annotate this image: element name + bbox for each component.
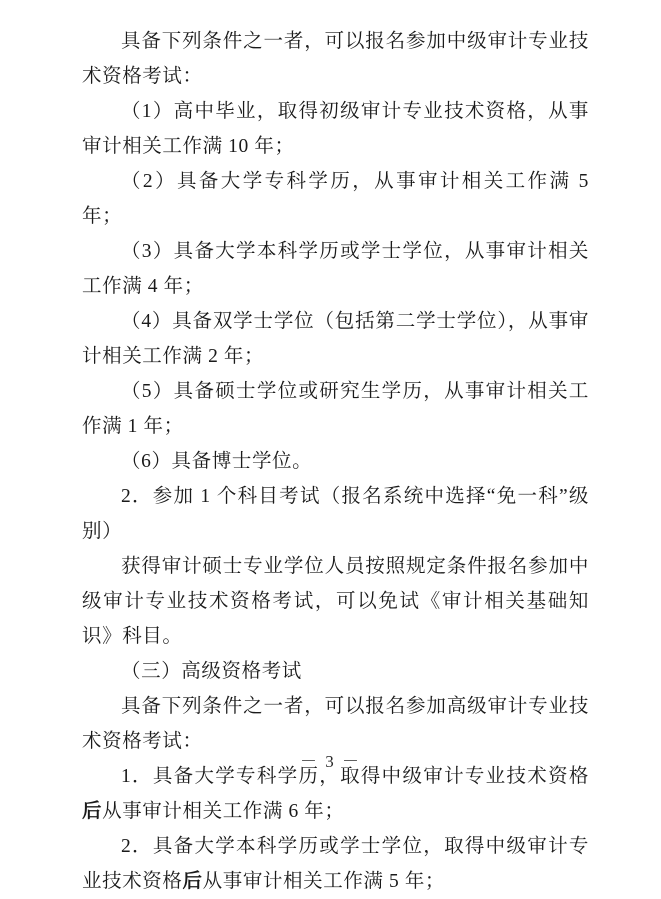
senior-condition-1-part-b: 从事审计相关工作满 6 年； (102, 801, 345, 822)
senior-condition-1-emphasis: 后 (82, 801, 103, 822)
senior-condition-2-emphasis: 后 (182, 871, 203, 892)
paragraph-condition-6: （6）具备博士学位。 (121, 451, 313, 472)
paragraph-intro-senior: 具备下列条件之一者，可以报名参加高级审计专业技术资格考试： (82, 696, 589, 752)
paragraph-master-exemption: 获得审计硕士专业学位人员按照规定条件报名参加中级审计专业技术资格考试，可以免试《审计相关基础知识》科目。 (82, 556, 589, 647)
paragraph-senior-condition-2 (82, 829, 589, 899)
paragraph-intro-intermediate: 具备下列条件之一者，可以报名参加中级审计专业技术资格考试： (82, 31, 589, 87)
page-number: － 3 － (300, 752, 361, 771)
paragraph-condition-3: （3）具备大学本科学历或学士学位，从事审计相关工作满 4 年； (82, 241, 589, 297)
paragraph-condition-1: （1）高中毕业，取得初级审计专业技术资格，从事审计相关工作满 10 年； (82, 101, 589, 157)
senior-condition-2-part-a: 2．具备大学本科学历或学士学位，取得中级审计专业技术资格 (82, 836, 589, 892)
senior-condition-1-part-a: 1．具备大学专科学历，取得中级审计专业技术资格 (121, 766, 589, 787)
paragraph-section-three-heading: （三）高级资格考试 (121, 661, 302, 682)
paragraph-item-2-single-subject: 2．参加 1 个科目考试（报名系统中选择“免一科”级别） (82, 486, 589, 542)
paragraph-condition-2: （2）具备大学专科学历，从事审计相关工作满 5 年； (82, 171, 589, 227)
paragraph-condition-5: （5）具备硕士学位或研究生学历，从事审计相关工作满 1 年； (82, 381, 589, 437)
paragraph-condition-4: （4）具备双学士学位（包括第二学士学位），从事审计相关工作满 2 年； (82, 311, 589, 367)
senior-condition-2-part-b: 从事审计相关工作满 5 年； (202, 871, 446, 892)
